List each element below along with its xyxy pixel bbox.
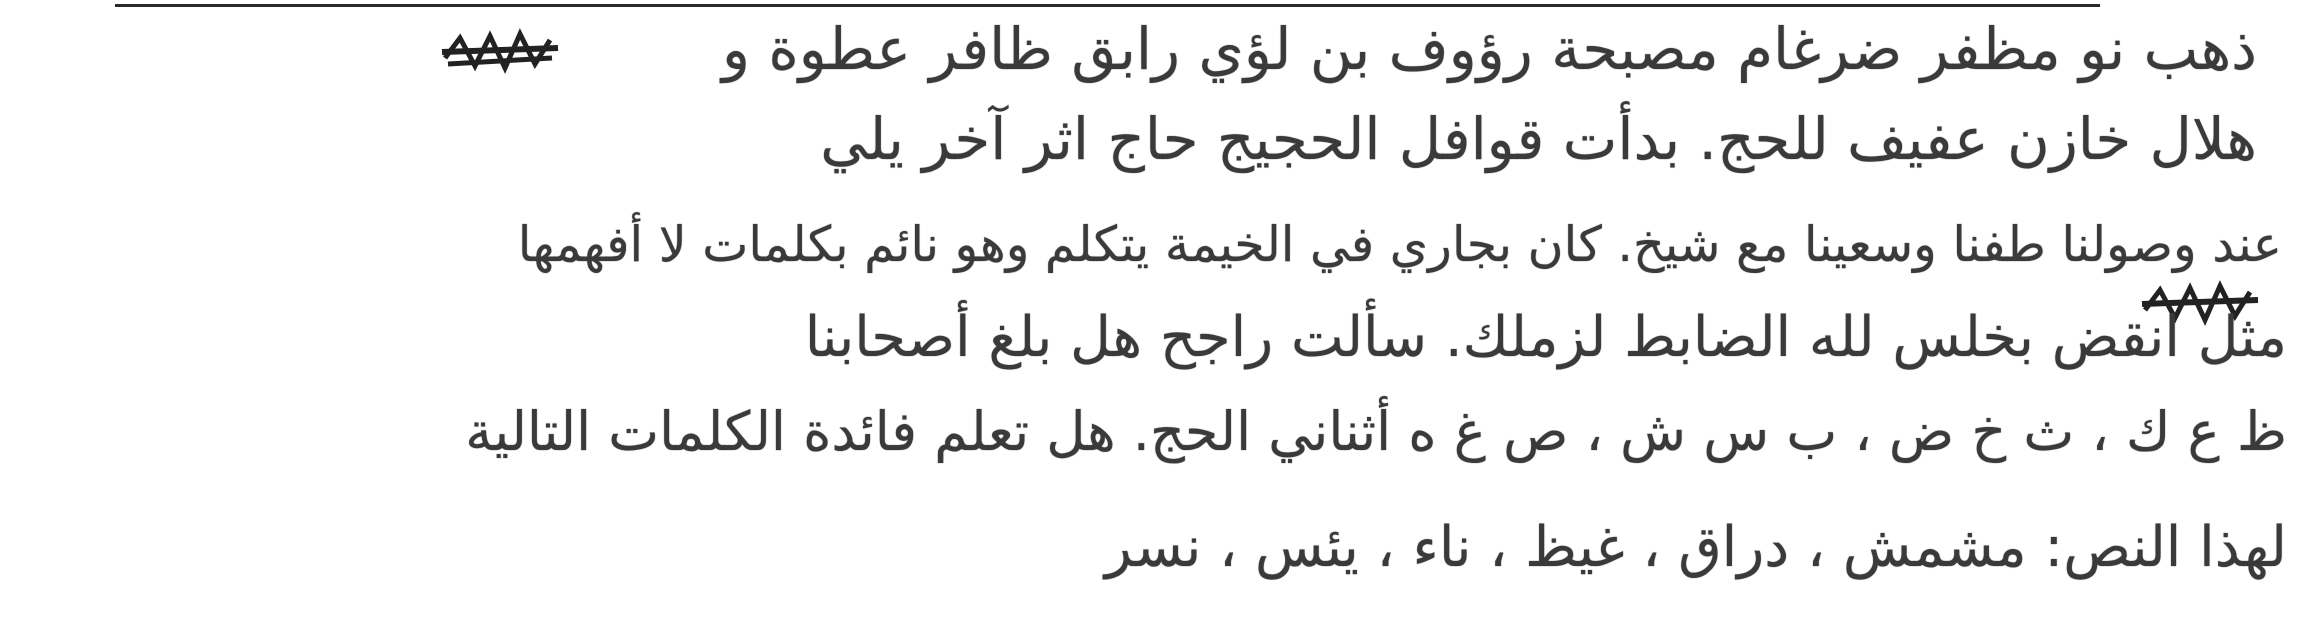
crossed-out-scribble-icon — [440, 28, 560, 76]
handwritten-line-3: عند وصولنا طفنا وسعينا مع شيخ. كان بجاري في الخيمة يتكلم وهو نائم بكلمات لا أفهمها — [517, 216, 2282, 273]
handwritten-line-6: لهذا النص: مشمش ، دراق ، غيظ ، ناء ، يئس ، نسر — [1104, 515, 2287, 580]
handwritten-line-4: مثل انقض بخلس لله الضابط لزملك. سألت راجح هل بلغ أصحابنا — [804, 305, 2287, 370]
handwritten-line-5: ظ ع ك ، ث خ ض ، ب س ش ، ص غ ه أثناني الحج. هل تعلم فائدة الكلمات التالية — [465, 400, 2287, 463]
handwritten-line-2: هلال خازن عفيف للحج. بدأت قوافل الحجيج حاج اثر آخر يلي — [820, 105, 2257, 173]
top-rule-line — [115, 4, 2100, 7]
handwritten-line-1: ذهب نو مظفر ضرغام مصبحة رؤوف بن لؤي رابق ظافر عطوة و — [721, 15, 2257, 83]
